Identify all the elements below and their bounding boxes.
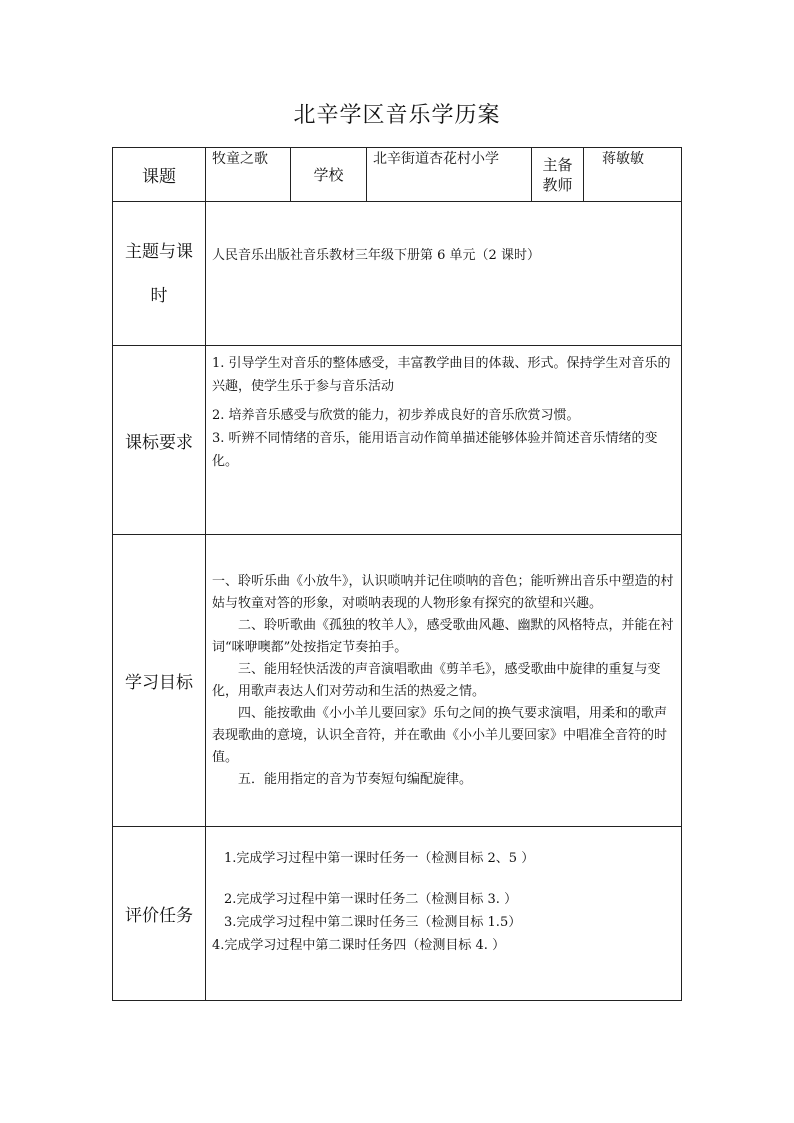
theme-label xyxy=(113,202,206,346)
evaluation-label: 评价任务 xyxy=(113,827,206,1001)
school-label: 学校 xyxy=(291,148,367,202)
theme-content: 人民音乐出版社音乐教材三年级下册第 6 单元（2 课时） xyxy=(206,202,682,346)
teacher-label xyxy=(532,148,584,202)
school-value: 北辛街道杏花村小学 xyxy=(367,148,532,202)
standards-item: 3. 听辨不同情绪的音乐，能用语言动作简单描述能够体验并简述音乐情绪的变化。 xyxy=(212,431,658,469)
objective-item: 二、聆听歌曲《孤独的牧羊人》，感受歌曲风趣、幽默的风格特点，并能在衬词“咪咿噢都”处按指定节奏拍手。 xyxy=(212,617,674,655)
objective-item: 三、能用轻快活泼的声音演唱歌曲《剪羊毛》，感受歌曲中旋律的重复与变化，用歌声表达人们对劳动和生活的热爱之情。 xyxy=(212,661,661,699)
lesson-plan-table xyxy=(112,147,682,1001)
evaluation-row xyxy=(113,827,682,1001)
evaluation-item: 1.完成学习过程中第一课时任务一（检测目标 2、5 ） xyxy=(224,851,535,866)
standards-content xyxy=(206,346,682,535)
teacher-label-line2: 教师 xyxy=(542,175,573,194)
standards-row xyxy=(113,346,682,535)
page-title: 北辛学区音乐学历案 xyxy=(293,103,501,128)
evaluation-content xyxy=(206,827,682,1001)
standards-label: 课标要求 xyxy=(113,346,206,535)
topic-label: 课题 xyxy=(113,148,206,202)
theme-label-line2: 时 xyxy=(150,285,168,306)
header-row xyxy=(113,148,682,202)
objective-item: 四、能按歌曲《小小羊儿要回家》乐句之间的换气要求演唱，用柔和的歌声表现歌曲的意境，认识全音符，并在歌曲《小小羊儿要回家》中唱准全音符的时值。 xyxy=(212,705,668,765)
theme-row xyxy=(113,202,682,346)
objective-item: 五．能用指定的音为节奏短句编配旋律。 xyxy=(238,771,473,787)
theme-label-line1: 主题与课 xyxy=(125,241,193,262)
standards-item: 1. 引导学生对音乐的整体感受，丰富教学曲目的体裁、形式。保持学生对音乐的兴趣，使学生乐于参与音乐活动 xyxy=(212,356,671,394)
evaluation-item: 2.完成学习过程中第一课时任务二（检测目标 3. ） xyxy=(224,892,518,907)
objective-item: 一、聆听乐曲《小放牛》，认识唢呐并记住唢呐的音色；能听辨出音乐中塑造的村姑与牧童对答的形象，对唢呐表现的人物形象有探究的欲望和兴趣。 xyxy=(212,573,674,611)
objectives-content xyxy=(206,535,682,827)
teacher-label-line1: 主备 xyxy=(542,155,573,174)
evaluation-item: 4.完成学习过程中第二课时任务四（检测目标 4. ） xyxy=(212,938,506,953)
evaluation-item: 3.完成学习过程中第二课时任务三（检测目标 1.5） xyxy=(224,915,522,930)
topic-value: 牧童之歌 xyxy=(206,148,291,202)
teacher-value: 蒋敏敏 xyxy=(584,148,682,202)
standards-item: 2. 培养音乐感受与欣赏的能力，初步养成良好的音乐欣赏习惯。 xyxy=(212,408,580,423)
objectives-row xyxy=(113,535,682,827)
objectives-label: 学习目标 xyxy=(113,535,206,827)
